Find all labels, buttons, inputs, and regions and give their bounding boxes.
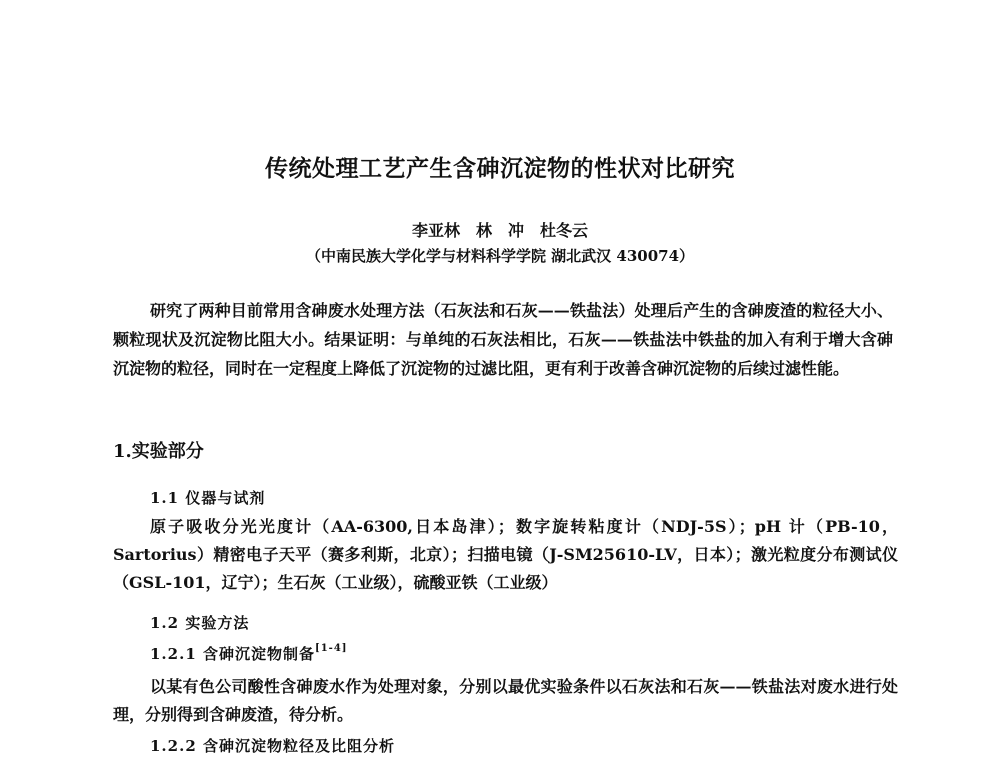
- subsection-heading-preparation-text: 1.2.1 含砷沉淀物制备: [150, 645, 315, 663]
- section-heading-experiment: 1.实验部分: [113, 441, 204, 462]
- paper-affiliation: （中南民族大学化学与材料科学学院 湖北武汉 430074）: [305, 247, 695, 265]
- subsection-heading-instruments: 1.1 仪器与试剂: [150, 489, 266, 507]
- subsection-heading-analysis: 1.2.2 含砷沉淀物粒径及比阻分析: [150, 737, 395, 755]
- paper-authors: 李亚林 林 冲 杜冬云: [411, 221, 588, 240]
- paper-abstract: 研究了两种目前常用含砷废水处理方法（石灰法和石灰——铁盐法）处理后产生的含砷废渣的粒径大小、颗粒现状及沉淀物比阻大小。结果证明：与单纯的石灰法相比，石灰——铁盐法中铁盐的加入有利于增大含砷沉淀物的粒径，同时在一定程度上降低了沉淀物的过滤比阻，更有利于改善含砷沉淀物的后续过滤性能。: [113, 301, 893, 378]
- paragraph-instruments: 原子吸收分光光度计（AA-6300,日本岛津）；数字旋转粘度计（NDJ-5S）；pH 计（PB-10，Sartorius）精密电子天平（赛多利斯，北京）；扫描电镜（J-SM25610-LV，日本）；激光粒度分布测试仪（GSL-101，辽宁）；生石灰（工业级），硫酸亚铁（工业级）: [113, 517, 898, 592]
- subsection-heading-preparation: [150, 643, 348, 664]
- paragraph-method: 以某有色公司酸性含砷废水作为处理对象，分别以最优实验条件以石灰法和石灰——铁盐法对废水进行处理，分别得到含砷废渣，待分析。: [113, 677, 898, 724]
- paper-title: 传统处理工艺产生含砷沉淀物的性状对比研究: [265, 155, 735, 182]
- citation-ref: [1-4]: [314, 643, 348, 654]
- subsection-heading-methods: 1.2 实验方法: [150, 614, 250, 632]
